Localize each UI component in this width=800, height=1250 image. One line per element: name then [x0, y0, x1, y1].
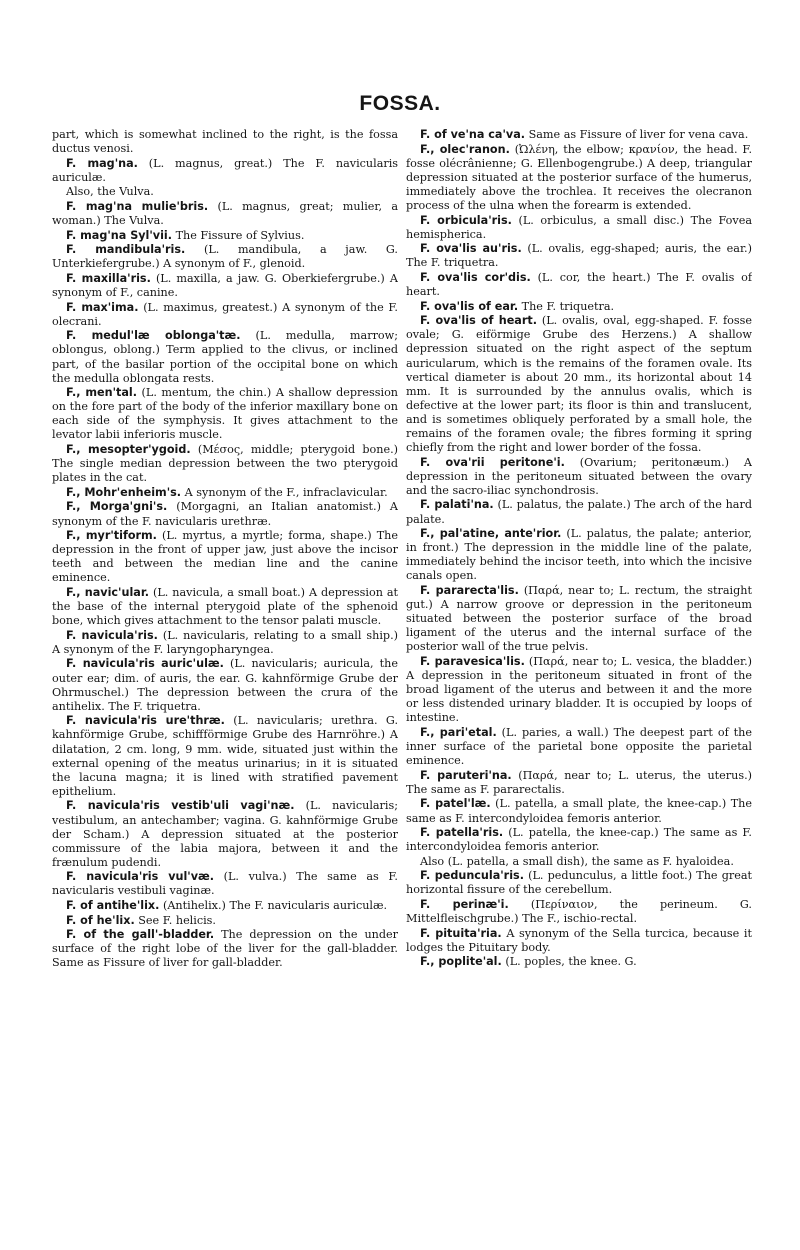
- entry-definition: A synonym of F., canine.: [52, 271, 398, 300]
- entry-definition: The same as F. pararectalis.: [406, 782, 565, 796]
- entry-definition: The depression in the front of upper jaw, just above the incisor teeth and between the median line and the canine eminence.: [52, 529, 398, 585]
- dictionary-entry: [52, 629, 398, 657]
- entry-headword: F. patel'læ.: [420, 797, 491, 811]
- dictionary-entry: [406, 797, 752, 825]
- dictionary-entry: [52, 657, 398, 713]
- dictionary-entry: [52, 928, 398, 970]
- dictionary-entry: [52, 486, 398, 500]
- entry-definition: The same as F. intercondyloidea femoris anterior.: [406, 826, 752, 854]
- dictionary-entry: [406, 584, 752, 654]
- entry-etymology: (L. myrtus, a myrtle; forma, shape.): [161, 529, 372, 543]
- entry-definition: The same as F. navicularis vestibuli vaginæ.: [52, 870, 398, 898]
- entry-headword: F., poplite'al.: [420, 955, 502, 969]
- dictionary-entry: [52, 500, 398, 528]
- entry-headword: F. navicula'ris vestib'uli vagi'næ.: [66, 799, 295, 813]
- entry-headword: F. max'ima.: [66, 300, 139, 314]
- entry-etymology: (L. mentum, the chin.): [141, 386, 272, 400]
- entry-headword: F. maxilla'ris.: [66, 271, 151, 285]
- dictionary-entry: [406, 927, 752, 955]
- dictionary-entry: [406, 498, 752, 526]
- entry-definition: A deep, triangular depression situated at the posterior surface of the humerus, immediately above the trochlea. It receives the olecranon process of the ulna when the forearm is extended.: [406, 156, 752, 212]
- entry-etymology: (L. navicula, a small boat.): [152, 586, 305, 599]
- dictionary-entry: [406, 898, 752, 926]
- dictionary-entry: [52, 914, 398, 928]
- entry-definition: The arch of the hard palate.: [406, 498, 752, 526]
- entry-definition: The single median depression between the two pterygoid plates in the cat.: [52, 457, 398, 485]
- dictionary-entry: [406, 143, 752, 213]
- entry-headword: F., myr'tiform.: [66, 529, 157, 543]
- entry-definition: The F. navicularis auriculæ.: [52, 156, 398, 184]
- dictionary-entry: [406, 314, 752, 455]
- entry-etymology: (L. patella, a small plate, the knee-cap.): [495, 797, 727, 811]
- entry-definition: A synonym of the F., infraclavicular.: [184, 485, 388, 499]
- entry-definition: The F. triquetra.: [521, 299, 615, 313]
- entry-etymology: (L. navicularis, relating to a small ship.): [162, 628, 398, 642]
- entry-headword: F. of antihe'lix.: [66, 899, 160, 913]
- entry-headword: F. peduncula'ris.: [420, 869, 524, 883]
- entry-headword: F. mag'na mulie'bris.: [66, 199, 209, 213]
- entry-headword: F., men'tal.: [66, 386, 137, 400]
- dictionary-entry: [52, 386, 398, 442]
- entry-etymology: (L. vulva.): [223, 870, 287, 884]
- entry-etymology: (L. patella, the knee-cap.): [508, 826, 659, 840]
- entry-etymology: (L. palatus, the palate.): [497, 498, 631, 512]
- dictionary-entry: [52, 200, 398, 228]
- entry-headword: F. ova'lis of heart.: [420, 314, 537, 328]
- entry-etymology: (L. mandibula, a jaw. G. Unterkiefergrube.): [52, 243, 398, 271]
- entry-headword: F. paravesica'lis.: [420, 654, 525, 668]
- entry-headword: F. ova'lis cor'dis.: [420, 270, 531, 284]
- dictionary-entry: [406, 271, 752, 299]
- right-column: [406, 128, 752, 1228]
- dictionary-entry: [406, 855, 752, 869]
- entry-definition: The F., ischio-rectal.: [522, 912, 638, 926]
- dictionary-entry: [52, 157, 398, 185]
- entry-definition: See F. helicis.: [138, 913, 216, 927]
- entry-etymology: (L. orbiculus, a small disc.): [518, 213, 685, 227]
- running-head: FOSSA.: [359, 92, 441, 115]
- dictionary-entry: [406, 869, 752, 897]
- dictionary-entry: [52, 586, 398, 628]
- entry-headword: F., olec'ranon.: [420, 142, 510, 156]
- dictionary-entry: [52, 301, 398, 329]
- entry-definition: part, which is somewhat inclined to the right, is the fossa ductus venosi.: [52, 128, 398, 156]
- entry-definition: The depression on the under surface of the right lobe of the liver for the gall-bladder. Same as Fissure of liver for gall-bladder.: [52, 928, 398, 970]
- entry-definition: The same as F. intercondyloidea femoris anterior.: [406, 797, 752, 825]
- entry-etymology: (L. ovalis, egg-shaped; auris, the ear.): [527, 242, 752, 256]
- dictionary-entry: [52, 272, 398, 300]
- entry-definition: A dilatation, 2 cm. long, 9 mm. wide, situated just within the external opening of the meatus urinarius; in it is situated the lacuna magna; it is lined with stratified pavement epithelium.: [52, 728, 398, 798]
- dictionary-entry: [52, 185, 398, 199]
- entry-etymology: (L. navicularis; urethra. G. kahnförmige Grube, schiffförmige Grube des Harnröhre.): [52, 714, 398, 742]
- dictionary-entry: [406, 242, 752, 270]
- dictionary-entry: [406, 214, 752, 242]
- dictionary-entry: [406, 655, 752, 725]
- entry-headword: F. orbicula'ris.: [420, 213, 512, 227]
- dictionary-entry: [406, 726, 752, 768]
- entry-definition: The F. navicularis auriculæ.: [229, 899, 388, 913]
- entry-definition: A depression in the peritoneum situated in front of the broad ligament of the uterus and between it and the more or less distended urinary bladder. It is occupied by loops of intestine.: [406, 669, 752, 725]
- entry-headword: F. of ve'na ca'va.: [420, 128, 526, 141]
- entry-headword: F., pal'atine, ante'rior.: [420, 527, 562, 541]
- entry-etymology: (Ὠλένη, the elbow; κρανίον, the head. F. fosse olécrânienne; G. Ellenbogengrube.): [406, 142, 752, 170]
- entry-headword: F. ova'lis of ear.: [420, 299, 519, 313]
- entry-definition: A shallow depression on the fore part of the body of the inferior maxillary bone on each side of the symphysis. It gives attachment to the levator labii inferioris muscle.: [52, 386, 398, 442]
- entry-etymology: (Παρά, near to; L. vesica, the bladder.): [528, 654, 752, 668]
- dictionary-entry: [52, 443, 398, 485]
- entry-definition: The Fovea hemispherica.: [406, 213, 752, 241]
- entry-headword: F. medul'læ oblonga'tæ.: [66, 329, 241, 343]
- entry-definition: A narrow groove or depression in the peritoneum situated between the posterior surface of the broad ligament of the uterus and the internal surface of the posterior wall of the true pelvis.: [406, 598, 752, 654]
- dictionary-entry: [52, 243, 398, 271]
- entry-headword: F. mag'na Syl'vii.: [66, 228, 173, 242]
- entry-headword: F. navicula'ris vul'væ.: [66, 870, 214, 884]
- entry-etymology: (L. maximus, greatest.): [143, 300, 278, 314]
- entry-headword: F. navicula'ris auric'ulæ.: [66, 657, 224, 671]
- entry-etymology: (L. ovalis, oval, egg-shaped. F. fosse ovale; G. eiförmige Grube des Herzens.): [406, 314, 752, 342]
- entry-headword: F. perinæ'i.: [420, 898, 509, 912]
- entry-definition: A synonym of the F. navicularis urethræ.: [52, 500, 398, 528]
- entry-definition: A synonym of the F. laryngopharyngea.: [52, 642, 274, 656]
- entry-headword: F. palati'na.: [420, 498, 494, 512]
- entry-headword: F. patella'ris.: [420, 826, 504, 840]
- entry-etymology: (L. palatus, the palate; anterior, in front.): [406, 527, 752, 555]
- entry-headword: F. of the gall'-bladder.: [66, 928, 215, 942]
- dictionary-entry: [52, 799, 398, 869]
- entry-headword: F., Morga'gni's.: [66, 500, 168, 514]
- dictionary-entry: [406, 456, 752, 498]
- entry-definition: Same as Fissure of liver for vena cava.: [528, 128, 749, 141]
- entry-definition: A depression at the base of the internal pterygoid plate of the sphenoid bone, which gives attachment to the tensor palati muscle.: [52, 586, 398, 628]
- entry-headword: F. ova'lis au'ris.: [420, 242, 522, 256]
- entry-etymology: (Παρά, near to; L. uterus, the uterus.): [518, 768, 752, 782]
- dictionary-entry: [406, 826, 752, 854]
- entry-etymology: (L. poples, the knee. G.: [505, 955, 637, 969]
- entry-etymology: (Παρά, near to; L. rectum, the straight gut.): [406, 584, 752, 612]
- entry-definition: A shallow depression situated on the right aspect of the septum auricularum, which is the remains of the foramen ovale. Its vertical diameter is about 20 mm., its horizontal about 14 mm. It is surrounded by the annulus ovalis, which is defective at the lower part; its floor is thin and translucent, and is sometimes obliquely perforated by a small hole, the remains of the foramen ovale; the fibres forming it spring chiefly from the right and lower border of the fossa.: [406, 328, 752, 455]
- entry-headword: F. mandibula'ris.: [66, 243, 186, 257]
- entry-headword: F. pituita'ria.: [420, 926, 502, 940]
- entry-definition: The F. triquetra.: [406, 256, 499, 270]
- entry-definition: Also, the Vulva.: [66, 185, 154, 199]
- entry-etymology: (L. medulla, marrow; oblongus, oblong.): [52, 329, 398, 357]
- entry-etymology: (Morgagni, an Italian anatomist.): [176, 500, 381, 514]
- entry-definition: A synonym of the F. olecrani.: [52, 300, 398, 328]
- entry-etymology: (Μέσος, middle; pterygoid bone.): [197, 443, 398, 457]
- entry-definition: The F. ovalis of heart.: [406, 270, 752, 299]
- entry-etymology: (L. magnus, great.): [148, 156, 273, 170]
- entry-definition: The deepest part of the inner surface of the parietal bone opposite the parietal eminence.: [406, 725, 752, 768]
- entry-headword: F., pari'etal.: [420, 725, 497, 739]
- entry-etymology: (L. pedunculus, a little foot.): [528, 869, 693, 883]
- entry-definition: The great horizontal fissure of the cerebellum.: [406, 869, 752, 897]
- dictionary-entry: [406, 128, 752, 142]
- dictionary-entry: [406, 955, 752, 969]
- entry-definition: A depression in the peritoneum situated between the ovary and the sacro-iliac synchondrosis.: [406, 455, 752, 497]
- dictionary-entry: [406, 769, 752, 797]
- entry-definition: A synonym of F., glenoid.: [163, 257, 306, 271]
- entry-etymology: (L. navicularis; vestibulum, an antechamber; vagina. G. kahnförmige Grube der Scham.): [52, 799, 398, 841]
- dictionary-entry: [52, 870, 398, 898]
- dictionary-entry: [52, 329, 398, 385]
- dictionary-entry: [52, 229, 398, 243]
- dictionary-entry: [406, 300, 752, 314]
- entry-etymology: (L. paries, a wall.): [501, 725, 609, 739]
- entry-headword: F. of he'lix.: [66, 913, 135, 927]
- dictionary-entry: [52, 128, 398, 156]
- entry-etymology: (Ovarium; peritonæum.): [579, 455, 730, 469]
- entry-etymology: (L. maxilla, a jaw. G. Oberkiefergrube.): [155, 271, 385, 285]
- entry-headword: F., Mohr'enheim's.: [66, 485, 182, 499]
- entry-headword: F., mesopter'ygoid.: [66, 443, 191, 457]
- entry-definition: A depression situated at the posterior commissure of the labia majora, between it and the frænulum pudendi.: [52, 827, 398, 869]
- entry-headword: F. ova'rii peritone'i.: [420, 455, 565, 469]
- dictionary-entry: [52, 529, 398, 585]
- entry-headword: F. mag'na.: [66, 156, 138, 170]
- entry-etymology: (L. magnus, great; mulier, a woman.): [52, 199, 398, 228]
- entry-definition: The Fissure of Sylvius.: [175, 228, 305, 242]
- entry-headword: F. navicula'ris ure'thræ.: [66, 714, 225, 728]
- entry-headword: F., navic'ular.: [66, 586, 150, 599]
- entry-etymology: (L. cor, the heart.): [537, 270, 651, 284]
- entry-definition: Also (L. patella, a small dish), the same as F. hyaloidea.: [420, 854, 734, 868]
- entry-headword: F. navicula'ris.: [66, 628, 158, 642]
- entry-headword: F. paruteri'na.: [420, 768, 512, 782]
- dictionary-entry: [52, 714, 398, 799]
- entry-definition: Term applied to the clivus, or inclined part, of the basilar portion of the occipital bone on which the medulla oblongata rests.: [52, 343, 398, 385]
- left-column: [52, 128, 398, 1228]
- entry-etymology: (L. navicularis; auricula, the outer ear; dim. of auris, the ear. G. kahnförmige Grube der Ohrmuschel.): [52, 657, 398, 699]
- entry-definition: The depression between the crura of the antihelix. The F. triquetra.: [52, 685, 398, 713]
- entry-definition: The depression in the middle line of the palate, immediately behind the incisor teeth, into which the incisive canals open.: [406, 541, 752, 583]
- dictionary-entry: [406, 527, 752, 583]
- entry-definition: A synonym of the Sella turcica, because it lodges the Pituitary body.: [406, 926, 752, 954]
- entry-etymology: (Περίναιον, the perineum. G. Mittelfleischgrube.): [406, 898, 752, 926]
- dictionary-entry: [52, 899, 398, 913]
- entry-etymology: (Antihelix.): [162, 899, 226, 913]
- entry-definition: The Vulva.: [104, 214, 164, 228]
- entry-headword: F. pararecta'lis.: [420, 584, 519, 597]
